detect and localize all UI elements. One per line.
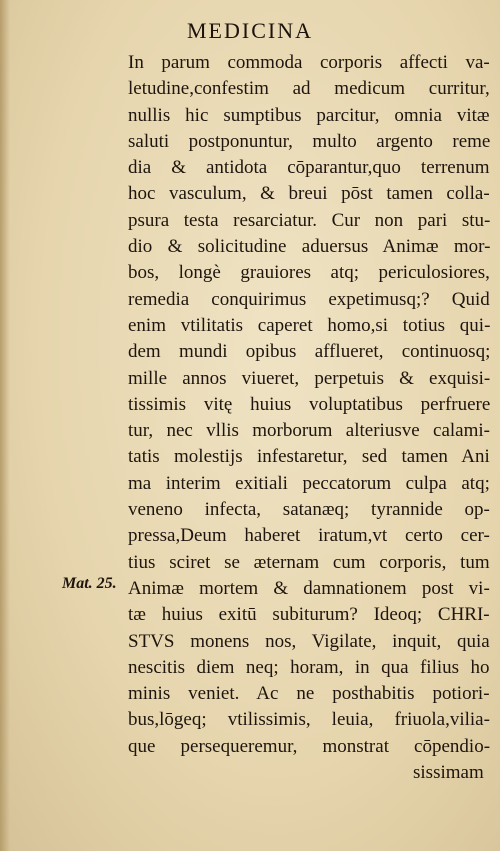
- text-line: tur, nec vllis morborum alteriusve calami-: [128, 420, 490, 442]
- catchword: sissimam: [413, 762, 484, 784]
- text-line: nescitis diem neq; horam, in qua filius ho: [128, 656, 490, 678]
- text-line: bus,lōgeq; vtilissimis, leuia, friuola,vilia-: [128, 709, 490, 731]
- text-line: remedia conquirimus expetimusq;? Quid: [128, 288, 490, 310]
- text-line: mille annos viueret, perpetuis & exquisi-: [128, 367, 491, 389]
- text-line: letudine,confestim ad medicum curritur,: [128, 78, 490, 100]
- text-line: dio & solicitudine aduersus Animæ mor-: [128, 236, 491, 258]
- text-line: tissimis vitę huius voluptatibus perfruere: [128, 393, 491, 415]
- text-line: tatis molestijs infestaretur, sed tamen Ani: [128, 446, 490, 468]
- text-line: tius sciret se æternam cum corporis, tum: [128, 551, 490, 573]
- text-line: pressa,Deum haberet iratum,vt certo cer-: [128, 525, 490, 547]
- body-text: [128, 50, 490, 786]
- text-line: veneno infecta, satanæq; tyrannide op-: [128, 499, 490, 521]
- text-line: que persequeremur, monstrat cōpendio-: [128, 735, 491, 757]
- text-line: nullis hic sumptibus parcitur, omnia vitæ: [128, 104, 490, 126]
- text-line: saluti postponuntur, multo argento reme: [128, 130, 491, 152]
- page-edge-shadow: [0, 0, 10, 851]
- running-header: MEDICINA: [187, 18, 313, 43]
- text-line: tæ huius exitū subiturum? Ideoq; CHRI-: [128, 604, 490, 626]
- text-line: bos, longè grauiores atq; periculosiores,: [128, 262, 490, 284]
- text-line: Animæ mortem & damnationem post vi-: [128, 577, 490, 599]
- marginal-reference: Mat. 25.: [62, 575, 117, 592]
- text-line: dem mundi opibus afflueret, continuosq;: [128, 341, 491, 363]
- text-line: hoc vasculum, & breui pōst tamen colla-: [128, 183, 490, 205]
- text-line: enim vtilitatis caperet homo,si totius qui-: [128, 314, 491, 336]
- text-line: ma interim exitiali peccatorum culpa atq;: [128, 472, 490, 494]
- text-line: STVS monens nos, Vigilate, inquit, quia: [128, 630, 490, 652]
- text-line: dia & antidota cōparantur,quo terrenum: [128, 157, 490, 179]
- text-line: psura testa resarciatur. Cur non pari stu-: [128, 209, 491, 231]
- text-line: In parum commoda corporis affecti va-: [128, 52, 490, 73]
- text-line: minis veniet. Ac ne posthabitis potiori-: [128, 683, 490, 705]
